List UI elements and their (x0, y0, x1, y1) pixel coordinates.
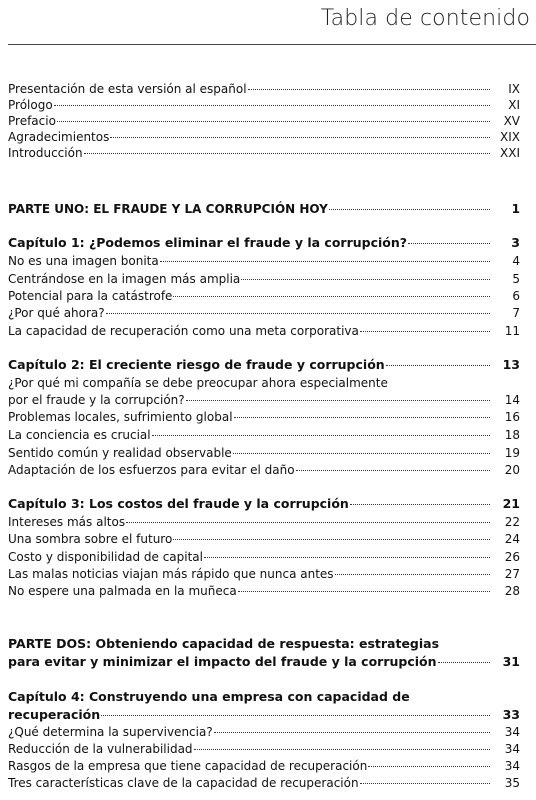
toc-entry[interactable]: No espere una palmada en la muñeca 28 (8, 584, 520, 598)
page-number: XIX (500, 130, 520, 144)
page-number: 1 (511, 202, 520, 216)
page-number: 35 (504, 776, 520, 790)
toc-entry[interactable]: Costo y disponibilidad de capital 26 (8, 550, 520, 564)
page-number: 18 (504, 428, 520, 442)
toc-part-heading[interactable]: PARTE UNO: EL FRAUDE Y LA CORRUPCIÓN HOY 1 (8, 202, 520, 216)
toc-entry[interactable]: ¿Por qué ahora? 7 (8, 306, 520, 320)
page-number: 7 (512, 306, 520, 320)
toc-entry[interactable]: por el fraude y la corrupción? 14 (8, 393, 520, 407)
page-number: 22 (504, 515, 520, 529)
page-number: 20 (504, 463, 520, 477)
page-number: 27 (504, 567, 520, 581)
toc-entry[interactable]: Reducción de la vulnerabilidad 34 (8, 742, 520, 756)
page-number: 6 (512, 289, 520, 303)
toc-chapter-heading[interactable]: recuperación 33 (8, 707, 520, 722)
toc-entry[interactable]: Centrándose en la imagen más amplia 5 (8, 272, 520, 286)
toc-chapter-heading[interactable]: Capítulo 1: ¿Podemos eliminar el fraude y la corrupción? 3 (8, 235, 520, 250)
toc-entry[interactable]: Prefacio XV (8, 114, 520, 128)
page-number: XV (503, 114, 520, 128)
page-number: 16 (504, 410, 520, 424)
page-number: 3 (511, 235, 520, 250)
page-number: 19 (504, 446, 520, 460)
page-number: 13 (502, 357, 520, 372)
toc-entry[interactable]: ¿Qué determina la supervivencia? 34 (8, 725, 520, 739)
toc-entry[interactable]: Una sombra sobre el futuro 24 (8, 532, 520, 546)
toc-chapter-heading[interactable]: Capítulo 3: Los costos del fraude y la corrupción 21 (8, 496, 520, 511)
toc-chapter-heading[interactable]: Capítulo 2: El creciente riesgo de fraude y corrupción 13 (8, 357, 520, 372)
page-number: 11 (504, 324, 520, 338)
page-number: 21 (502, 496, 520, 511)
toc-entry[interactable]: Adaptación de los esfuerzos para evitar el daño 20 (8, 463, 520, 477)
toc-entry[interactable]: Rasgos de la empresa que tiene capacidad de recuperación 34 (8, 759, 520, 773)
page-number: XXI (500, 146, 520, 160)
page-number: 31 (502, 654, 520, 669)
page-number: 34 (504, 742, 520, 756)
toc-entry[interactable]: La conciencia es crucial 18 (8, 428, 520, 442)
page-number: 34 (504, 759, 520, 773)
page-number: 26 (504, 550, 520, 564)
toc-entry[interactable]: Tres características clave de la capacidad de recuperación 35 (8, 776, 520, 790)
toc-chapter-heading-line[interactable]: Capítulo 4: Construyendo una empresa con capacidad de (8, 689, 410, 704)
toc-entry[interactable]: No es una imagen bonita 4 (8, 254, 520, 268)
toc-entry[interactable]: Agradecimientos XIX (8, 130, 520, 144)
toc-entry[interactable]: Las malas noticias viajan más rápido que nunca antes 27 (8, 567, 520, 581)
toc-entry[interactable]: Intereses más altos 22 (8, 515, 520, 529)
toc-entry[interactable]: Prólogo XI (8, 98, 520, 112)
page-number: IX (508, 82, 520, 96)
toc-entry[interactable]: Introducción XXI (8, 146, 520, 160)
page-number: 5 (512, 272, 520, 286)
page-number: 34 (504, 725, 520, 739)
page-number: 14 (504, 393, 520, 407)
toc-part-heading[interactable]: para evitar y minimizar el impacto del fraude y la corrupción 31 (8, 654, 520, 669)
title-rule (8, 44, 536, 45)
page-number: XI (508, 98, 520, 112)
toc-entry[interactable]: Sentido común y realidad observable 19 (8, 446, 520, 460)
toc-entry[interactable]: Problemas locales, sufrimiento global 16 (8, 410, 520, 424)
toc-entry[interactable]: Potencial para la catástrofe 6 (8, 289, 520, 303)
toc-part-heading-line[interactable]: PARTE DOS: Obteniendo capacidad de respuesta: estrategias (8, 636, 440, 651)
toc-entry-line[interactable]: ¿Por qué mi compañía se debe preocupar ahora especialmente (8, 376, 388, 390)
page-title: Tabla de contenido (320, 6, 530, 31)
toc-entry[interactable]: La capacidad de recuperación como una meta corporativa 11 (8, 324, 520, 338)
page-number: 4 (512, 254, 520, 268)
toc-entry[interactable]: Presentación de esta versión al español IX (8, 82, 520, 96)
page-number: 33 (502, 707, 520, 722)
page-number: 24 (504, 532, 520, 546)
page-number: 28 (504, 584, 520, 598)
